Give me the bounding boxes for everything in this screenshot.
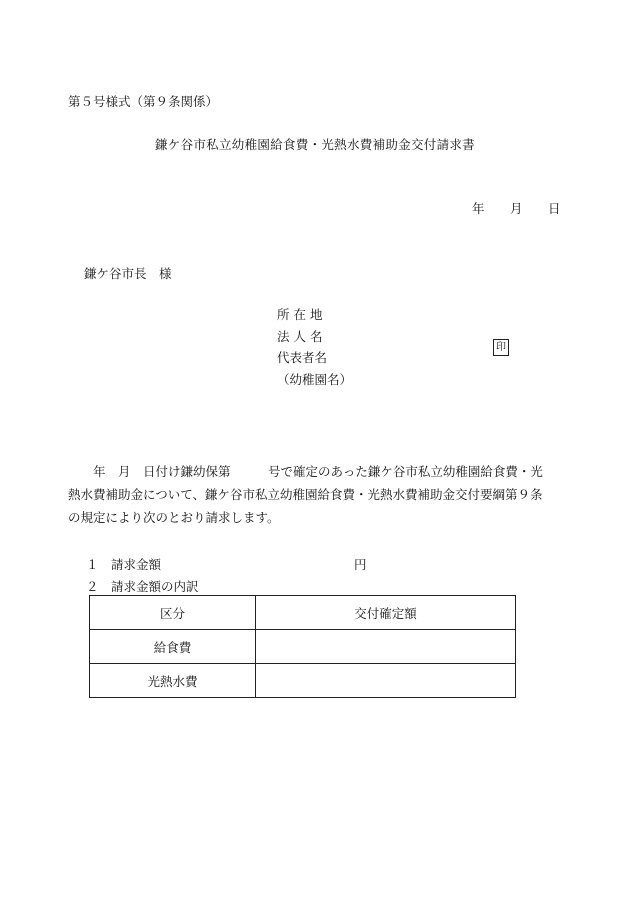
row-amount[interactable]	[256, 664, 516, 698]
row-category: 給食費	[90, 630, 256, 664]
body-line-1: 年 月 日付け鎌幼保第 号で確定のあった鎌ケ谷市私立幼稚園給食費・光	[68, 464, 543, 479]
form-number: 第５号様式（第９条関係）	[68, 94, 219, 109]
addressee: 鎌ケ谷市長 様	[84, 266, 172, 281]
row-category: 光熱水費	[90, 664, 256, 698]
table-row	[90, 630, 516, 664]
body-line-3: の規定により次のとおり請求します。	[68, 510, 280, 525]
item-request-amount: １ 請求金額	[86, 557, 162, 572]
date-year: 年	[472, 201, 485, 216]
body-line-2: 熱水費補助金について、鎌ケ谷市私立幼稚園給食費・光熱水費補助金交付要綱第９条	[68, 487, 543, 502]
item-amount-breakdown: ２ 請求金額の内訳	[86, 579, 199, 594]
kindergarten-label: （幼稚園名）	[277, 371, 353, 387]
header-confirmed-amount: 交付確定額	[256, 596, 516, 630]
table-header-row	[90, 596, 516, 630]
document-title: 鎌ケ谷市私立幼稚園給食費・光熱水費補助金交付請求書	[154, 137, 475, 152]
breakdown-table	[89, 595, 516, 698]
request-body	[68, 460, 566, 529]
address-label: 所 在 地	[277, 307, 323, 322]
date-month: 月	[510, 201, 523, 216]
row-amount[interactable]	[256, 630, 516, 664]
seal-mark: 印	[493, 339, 509, 356]
applicant-block	[277, 304, 352, 390]
date-day: 日	[548, 201, 561, 216]
representative-label: 代表者名	[277, 350, 328, 365]
yen-unit: 円	[354, 557, 367, 572]
table-row	[90, 664, 516, 698]
corporation-label: 法 人 名	[277, 328, 323, 344]
header-category: 区分	[90, 596, 256, 630]
